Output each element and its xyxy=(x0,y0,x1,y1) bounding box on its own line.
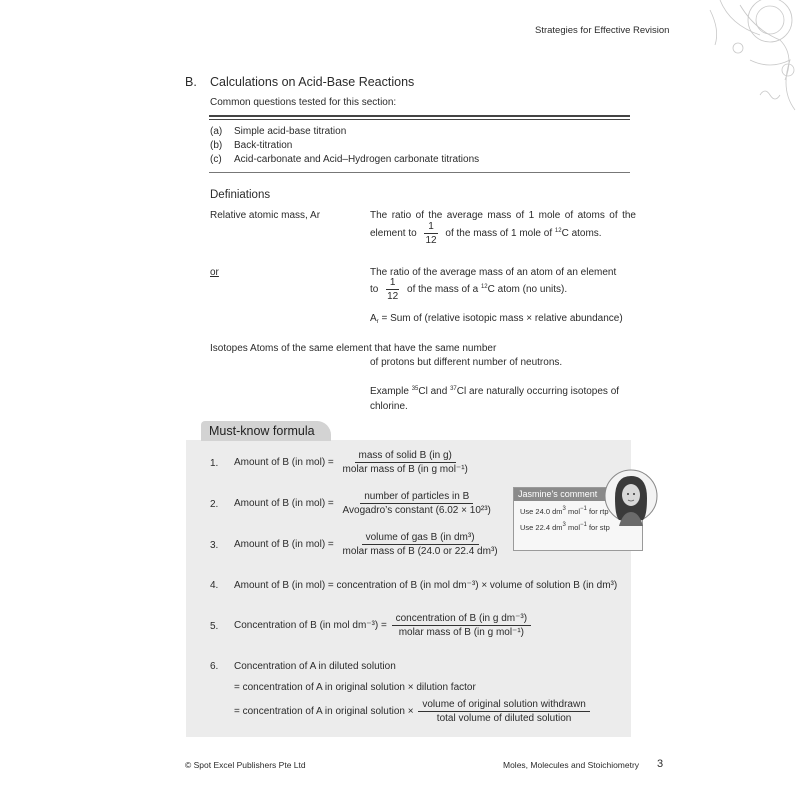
fraction-one-twelfth: $\frac{1}{12}$ xyxy=(387,277,399,302)
list-item: Acid-carbonate and Acid–Hydrogen carbonate titrations xyxy=(234,154,480,165)
comment-line: Use 22.4 $dm^3$ mol$^{-1}$ for stp xyxy=(520,522,610,532)
definition-line: element to $\frac{1}{12}$ of the mass of 1 mole of $^{12}$C atoms. xyxy=(370,221,602,246)
list-item: Simple acid-base titration xyxy=(234,126,347,137)
definition-line: to $\frac{1}{12}$ of the mass of a $^{12}$C atom (no units). xyxy=(370,277,568,302)
isotopes-definition: of protons but different number of neutrons. xyxy=(370,357,563,368)
divider-double-top xyxy=(209,115,630,117)
floral-decoration xyxy=(620,0,800,115)
running-header: Strategies for Effective Revision xyxy=(535,25,670,36)
comment-line: Use 24.0 $dm^3$ mol$^{-1}$ for rtp xyxy=(520,506,609,516)
section-letter: B. xyxy=(185,75,197,89)
formula-3: Amount of B (in mol) = $\frac{\text{volume of gas B (in dm³)}}{\text{molar mass of B (24.0 or 22.4 dm³)}}$ xyxy=(234,532,498,557)
formula-number: 4. xyxy=(210,580,219,591)
term-relative-atomic-mass: Relative atomic mass, Ar xyxy=(210,210,321,221)
definition-line: The ratio of the average mass of 1 mole of atoms of the xyxy=(370,210,636,221)
list-item: Back-titration xyxy=(234,140,293,151)
list-item-label: (a) xyxy=(210,126,223,137)
definitions-heading: Definiations xyxy=(210,189,271,201)
footer-chapter: Moles, Molecules and Stoichiometry xyxy=(503,760,640,770)
section-title: Calculations on Acid-Base Reactions xyxy=(210,75,415,89)
divider xyxy=(209,172,630,173)
isotope-example: chlorine. xyxy=(370,401,408,412)
or-label: or xyxy=(210,267,219,278)
formula-2: Amount of B (in mol) = $\frac{\text{number of particles in B}}{\text{Avogadro’s constant (6.02 × 10²³)}}$ xyxy=(234,491,491,516)
ar-formula: $A_r$ = Sum of (relative isotopic mass × relative abundance) xyxy=(370,313,623,325)
isotopes-definition: Isotopes Atoms of the same element that have the same number xyxy=(210,343,497,354)
jasmine-avatar xyxy=(603,468,659,528)
formula-6-line: Concentration of A in diluted solution xyxy=(234,661,396,672)
formula-number: 3. xyxy=(210,540,219,551)
formula-tab: Must-know formula xyxy=(201,421,331,441)
footer-publisher: © Spot Excel Publishers Pte Ltd xyxy=(185,760,306,770)
page-number: 3 xyxy=(657,758,664,770)
list-item-label: (c) xyxy=(210,154,222,165)
list-item-label: (b) xyxy=(210,140,223,151)
definition-line: The ratio of the average mass of an atom of an element xyxy=(370,267,617,278)
formula-4: Amount of B (in mol) = concentration of B (in mol dm⁻³) × volume of solution B (in dm³) xyxy=(234,580,618,591)
formula-6-line: = concentration of A in original solution × dilution factor xyxy=(234,682,476,693)
fraction-one-twelfth: $\frac{1}{12}$ xyxy=(425,221,437,246)
formula-5: Concentration of B (in mol dm⁻³) = $\frac{\text{concentration of B (in g dm⁻³)}}{\text{molar mass of B (in g mol⁻¹)}}$ xyxy=(234,613,533,638)
formula-6-line: = concentration of A in original solution × $\frac{\text{volume of original solution withdrawn}}{\text{total volume of diluted solution}}$ xyxy=(234,699,592,724)
formula-number: 5. xyxy=(210,621,219,632)
formula-number: 2. xyxy=(210,499,219,510)
section-subtitle: Common questions tested for this section: xyxy=(210,97,397,108)
isotope-example: Example $^{35}$Cl and $^{37}$Cl are naturally occurring isotopes of xyxy=(370,386,620,397)
comment-title: Jasmine's comment xyxy=(514,488,608,501)
formula-1: Amount of B (in mol) = $\frac{\text{mass of solid B (in g)}}{\text{molar mass of B (in g mol⁻¹)}}$ xyxy=(234,450,468,475)
divider-double-bottom xyxy=(209,119,630,120)
formula-number: 6. xyxy=(210,661,219,672)
formula-number: 1. xyxy=(210,458,219,469)
